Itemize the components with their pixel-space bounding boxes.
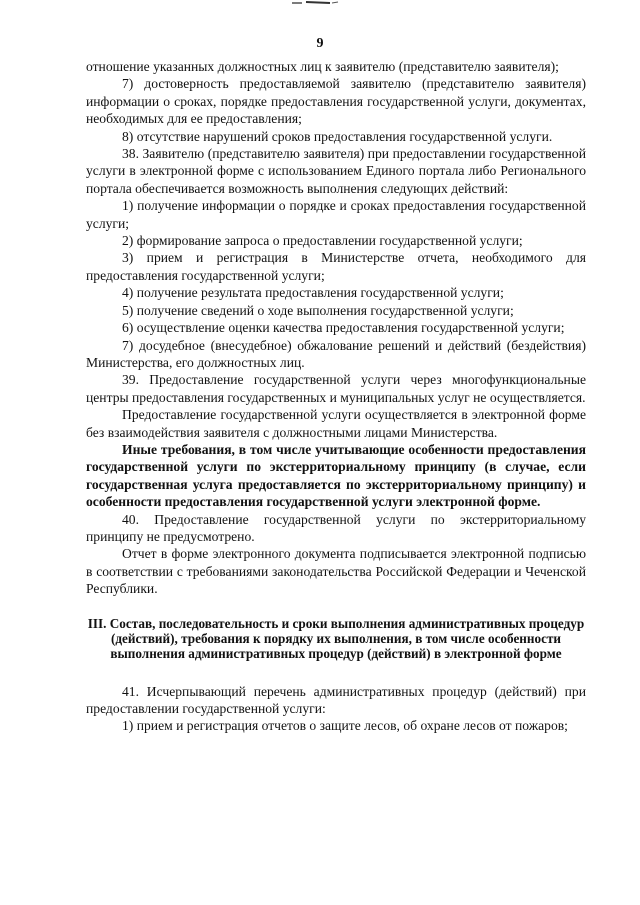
- list-item: 2) формирование запроса о предоставлении государственной услуги;: [122, 233, 523, 249]
- paragraph: 7) достоверность предоставляемой заявителю (представителю заявителя) информации о сроках, порядке предоставления государственной услуги, документах, необходимых для ее предоставления;: [86, 76, 586, 127]
- section-heading: III. Состав, последовательность и сроки выполнения административных процедур (действий), требования к порядку их выполнения, в том числе особенности выполнения административных процедур (действий) в электронной форме: [87, 615, 585, 661]
- paragraph: Отчет в форме электронного документа подписывается электронной подписью в соответствии с требованиями законодательства Российской Федерации и Чеченской Республики.: [86, 546, 586, 597]
- paragraph: 39. Предоставление государственной услуги через многофункциональные центры предоставления государственных и муниципальных услуг не осуществляется.: [86, 372, 586, 405]
- list-item: 6) осуществление оценки качества предоставления государственной услуги;: [122, 320, 565, 336]
- list-item: 1) прием и регистрация отчетов о защите лесов, об охране лесов от пожаров;: [122, 718, 568, 734]
- document-body: [86, 58, 586, 735]
- list-item: 4) получение результата предоставления государственной услуги;: [122, 285, 504, 301]
- list-item: 3) прием и регистрация в Министерстве отчета, необходимого для предоставления государственной услуги;: [86, 250, 586, 283]
- list-item: 1) получение информации о порядке и сроках предоставления государственной услуги;: [86, 198, 586, 231]
- paragraph: 41. Исчерпывающий перечень административных процедур (действий) при предоставлении государственной услуги:: [86, 683, 586, 716]
- subheading-paragraph: Иные требования, в том числе учитывающие особенности предоставления государственной услуги по экстерриториальному принципу (в случае, если государственная услуга предоставляется по экстерриториальному принципу) и особенности предоставления государственной услуги электронной форме.: [86, 441, 586, 510]
- list-item: 7) досудебное (внесудебное) обжалование решений и действий (бездействия) Министерства, его должностных лиц.: [86, 337, 586, 370]
- paragraph: Предоставление государственной услуги осуществляется в электронной форме без взаимодействия заявителя с должностными лицами Министерства.: [86, 407, 586, 440]
- list-item: 5) получение сведений о ходе выполнения государственной услуги;: [122, 302, 514, 318]
- paragraph: отношение указанных должностных лиц к заявителю (представителю заявителя);: [86, 59, 559, 74]
- scan-artifact: [290, 0, 340, 6]
- page-number: 9: [316, 36, 324, 51]
- paragraph: 8) отсутствие нарушений сроков предоставления государственной услуги.: [122, 128, 553, 144]
- paragraph: 38. Заявителю (представителю заявителя) при предоставлении государственной услуги в электронной форме с использованием Единого портала либо Регионального портала обеспечивается возможность выполнения следующих действий:: [86, 146, 586, 196]
- paragraph: 40. Предоставление государственной услуги по экстерриториальному принципу не предусмотрено.: [86, 511, 586, 544]
